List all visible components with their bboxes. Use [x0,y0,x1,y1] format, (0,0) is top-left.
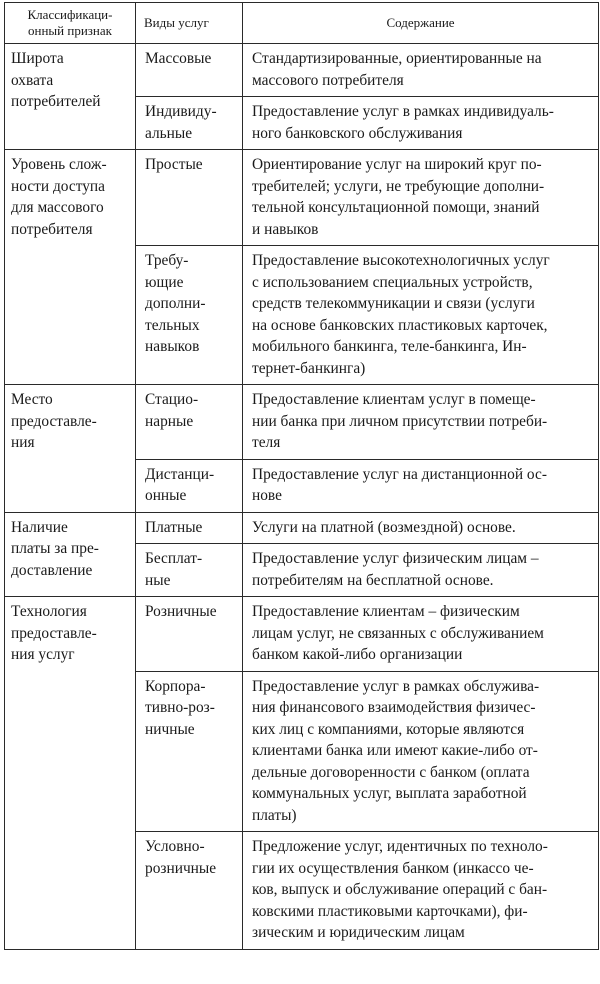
service-kind-cell: Условно- розничные [136,832,243,950]
service-kind-cell: Требу- ющие дополни- тельных навыков [136,246,243,385]
table-row [5,512,599,544]
criterion-cell: Технология предоставле- ния услуг [5,597,136,950]
table-row [5,150,599,246]
service-content-cell: Предоставление услуг в рамках индивидуаль- ного банковского обслуживания [243,97,599,150]
service-content-cell: Предоставление клиентам услуг в помеще- нии банка при личном присутствии потреби- теля [243,385,599,460]
criterion-cell: Место предоставле- ния [5,385,136,513]
table-row [5,385,599,460]
service-kind-cell: Стацио- нарные [136,385,243,460]
service-content-cell: Предоставление услуг физическим лицам – потребителям на бесплатной основе. [243,544,599,597]
service-content-cell: Предоставление клиентам – физическим лицам услуг, не связанных с обслуживанием банком какой-либо организации [243,597,599,672]
header-kind: Виды услуг [136,3,243,44]
criterion-cell: Широта охвата потребителей [5,44,136,150]
service-kind-cell: Индивиду- альные [136,97,243,150]
service-content-cell: Предоставление услуг в рамках обслужива- ния финансового взаимодействия физичес- ких лиц с компаниями, которые являются клиентами банка или имеют какие-либо от- дельные договоренности с банком (оплата коммунальных услуг, выплата заработной платы) [243,671,599,832]
service-kind-cell: Дистанци- онные [136,459,243,512]
service-content-cell: Стандартизированные, ориентированные на массового потребителя [243,44,599,97]
criterion-cell: Уровень слож- ности доступа для массового потребителя [5,150,136,385]
service-content-cell: Предоставление услуг на дистанционной ос- нове [243,459,599,512]
service-content-cell: Услуги на платной (возмездной) основе. [243,512,599,544]
services-classification-table [4,2,599,950]
table-header-row [5,3,599,44]
service-kind-cell: Розничные [136,597,243,672]
service-content-cell: Предложение услуг, идентичных по техноло- гии их осуществления банком (инкассо че- ков, выпуск и обслуживание операций с бан- ковскими пластиковыми карточками), фи- зическим и юридическим лицам [243,832,599,950]
table-row [5,597,599,672]
service-kind-cell: Простые [136,150,243,246]
service-content-cell: Ориентирование услуг на широкий круг по- требителей; услуги, не требующие дополни- тельной консультационной помощи, знаний и навыков [243,150,599,246]
service-kind-cell: Корпора- тивно-роз- ничные [136,671,243,832]
service-kind-cell: Массовые [136,44,243,97]
header-criterion: Классификаци- онный признак [5,3,136,44]
service-content-cell: Предоставление высокотехнологичных услуг с использованием специальных устройств, средств телекоммуникации и связи (услуги на основе банковских пластиковых карточек, мобильного банкинга, теле-банкинга, Ин- тернет-банкинга) [243,246,599,385]
service-kind-cell: Платные [136,512,243,544]
service-kind-cell: Бесплат- ные [136,544,243,597]
table-row [5,44,599,97]
criterion-cell: Наличие платы за пре- доставление [5,512,136,597]
header-content: Содержание [243,3,599,44]
